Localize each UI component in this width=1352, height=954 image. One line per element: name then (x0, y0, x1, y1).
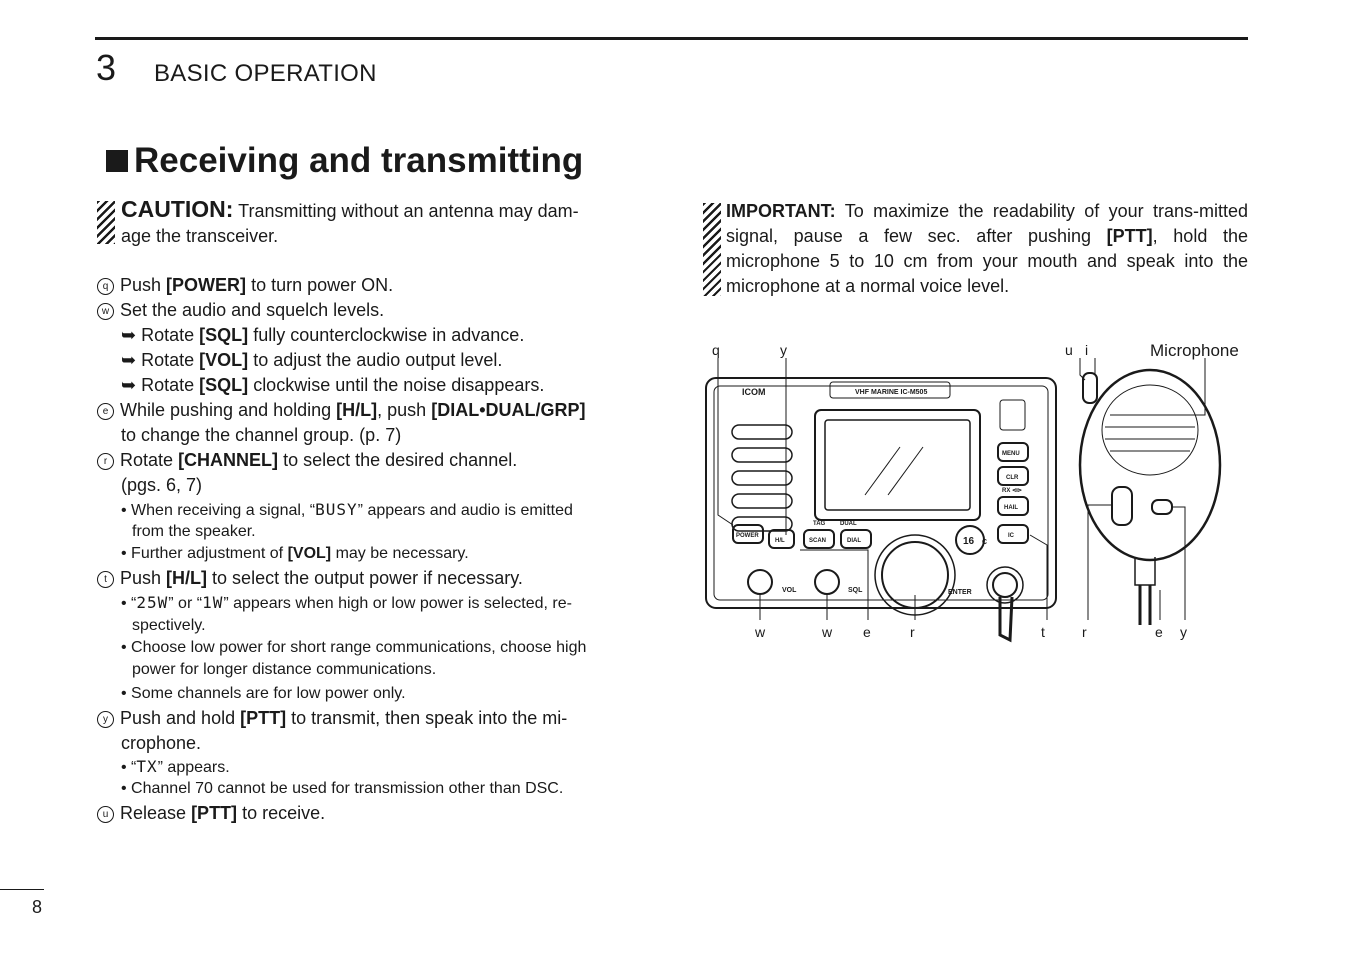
transceiver-figure (700, 335, 1260, 655)
step-4-note-1-cont: from the speaker. (132, 523, 256, 540)
step-5-note-2: • Choose low power for short range communications, choose high (121, 639, 587, 656)
display-bezel (815, 410, 980, 520)
step-1: q Push [POWER] to turn power ON. (97, 273, 393, 298)
callout-2b: w (822, 624, 833, 640)
microphone-label: Microphone (1150, 341, 1239, 360)
caution-text-2: age the transceiver. (121, 226, 279, 246)
section-title-text: Receiving and transmitting (134, 141, 584, 180)
step-6-note-1: • “TX” appears. (121, 757, 230, 776)
svg-text:DIAL: DIAL (847, 538, 861, 544)
step-6: y Push and hold [PTT] to transmit, then speak into the mi- (97, 706, 567, 731)
step-2-sub-c: ➥ Rotate [SQL] clockwise until the noise disappears. (121, 375, 545, 395)
chapter-number: 3 (96, 47, 117, 88)
svg-text:16: 16 (963, 536, 975, 547)
step-7: u Release [PTT] to receive. (97, 801, 325, 826)
microphone (1080, 370, 1220, 560)
step-3: e While pushing and holding [H/L], push [DIAL•DUAL/GRP] (97, 398, 586, 423)
arrow-icon: ➥ (121, 325, 137, 345)
step-5: t Push [H/L] to select the output power if necessary. (97, 566, 523, 591)
steps-list (97, 0, 643, 830)
chapter-title: BASIC OPERATION (154, 60, 377, 87)
step-5-note-2-cont: power for longer distance communications. (132, 661, 437, 678)
step-6-note-2: • Channel 70 cannot be used for transmission other than DSC. (121, 780, 564, 797)
callout-4b: r (1082, 624, 1087, 640)
important-note (703, 199, 1248, 299)
page-number: 8 (32, 897, 43, 917)
callout-5: t (1041, 624, 1045, 640)
svg-text:ENTER: ENTER (948, 589, 972, 596)
step-4-cont: (pgs. 6, 7) (121, 475, 203, 495)
arrow-icon: ➥ (121, 350, 137, 370)
callout-3: e (863, 624, 871, 640)
ptt-switch[interactable] (1083, 373, 1097, 403)
svg-text:POWER: POWER (736, 533, 759, 539)
callout-4: r (910, 624, 915, 640)
svg-text:H/L: H/L (775, 538, 785, 544)
caution-label: CAUTION: (121, 196, 234, 222)
step-6-cont: crophone. (121, 733, 202, 753)
svg-text:SQL: SQL (848, 587, 863, 594)
step-2-sub-b: ➥ Rotate [VOL] to adjust the audio output level. (121, 350, 503, 370)
caution-text-1: Transmitting without an antenna may dam- (238, 201, 579, 221)
callout-7: u (1065, 342, 1073, 358)
svg-text:TAG: TAG (813, 521, 826, 527)
mic-hl-key[interactable] (1152, 500, 1172, 514)
callout-8: i (1085, 342, 1089, 358)
callout-6: y (780, 342, 787, 358)
callout-2a: w (755, 624, 766, 640)
callout-3b: e (1155, 624, 1163, 640)
svg-text:RX ⊲⊳: RX ⊲⊳ (1002, 488, 1023, 494)
important-label: IMPORTANT: (726, 201, 836, 221)
step-4-note-1: • When receiving a signal, “BUSY” appears and audio is emitted (121, 500, 573, 519)
callout-6b: y (1180, 624, 1187, 640)
svg-text:CLR: CLR (1006, 475, 1019, 481)
svg-text:IC: IC (1008, 533, 1014, 539)
important-ptt: [PTT] (1106, 226, 1153, 246)
step-2: w Set the audio and squelch levels. (97, 298, 384, 323)
sql-knob[interactable] (815, 570, 839, 594)
svg-text:C: C (982, 539, 988, 546)
step-5-note-1: • “25W” or “1W” appears when high or low power is selected, re- (121, 593, 572, 612)
svg-text:MENU: MENU (1002, 451, 1020, 457)
step-4-note-2: • Further adjustment of [VOL] may be necessary. (121, 545, 469, 562)
step-5-note-3: • Some channels are for low power only. (121, 685, 406, 702)
mic-updown-keys[interactable] (1112, 487, 1132, 525)
important-text-a: To maximize the readability of your trans-mitted signal, pause a few sec. after pushing (726, 201, 1248, 246)
svg-text:HAIL: HAIL (1004, 505, 1018, 511)
callout-1: q (712, 342, 720, 358)
brand-label: ICOM (742, 387, 766, 397)
model-label: VHF MARINE IC-M505 (855, 389, 928, 396)
footer-rule (0, 889, 44, 890)
svg-text:SCAN: SCAN (809, 538, 827, 544)
vol-knob[interactable] (748, 570, 772, 594)
svg-text:DUAL: DUAL (840, 521, 857, 527)
step-5-note-1-cont: spectively. (132, 617, 206, 634)
arrow-icon: ➥ (121, 375, 137, 395)
step-3-cont: to change the channel group. (p. 7) (121, 425, 402, 445)
step-2-sub-a: ➥ Rotate [SQL] fully counterclockwise in advance. (121, 325, 525, 345)
display-screen (825, 420, 970, 510)
important-text-b: , hold the microphone 5 to 10 cm from your mouth and speak into the microphone at a normal voice level. (726, 226, 1248, 296)
step-4: r Rotate [CHANNEL] to select the desired channel. (97, 448, 517, 473)
svg-text:VOL: VOL (782, 587, 797, 594)
